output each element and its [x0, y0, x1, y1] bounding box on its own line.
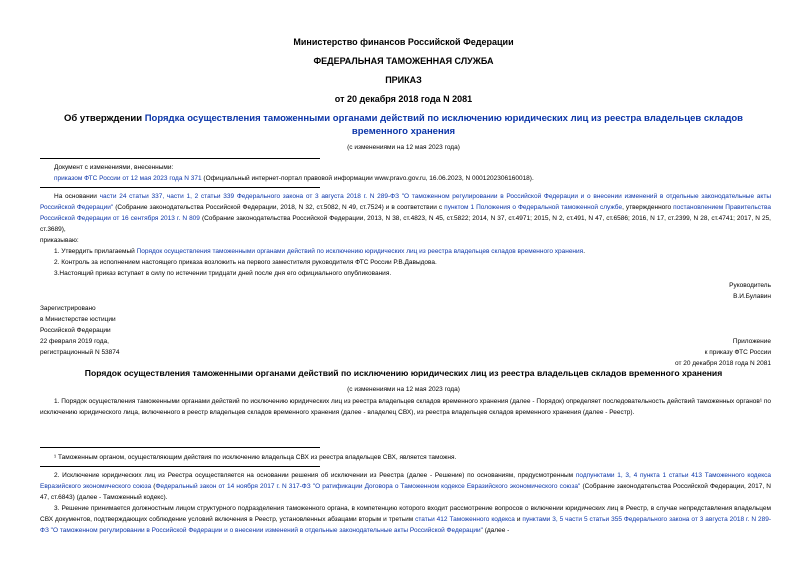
document-title — [0, 112, 807, 138]
registration-line: 22 февраля 2019 года, — [40, 338, 109, 345]
preamble-link-decree[interactable]: постановлением Правительства Российской Федерации от 16 сентября 2013 г. N 809 — [40, 204, 771, 222]
paragraph-text: 2. Исключение юридических лиц из Реестра осуществляется на основании решения об исключении из Реестра (далее - Решение) по основаниям, предусмотренным — [54, 472, 576, 479]
preamble-order-word: приказываю: — [40, 237, 79, 244]
footnote-divider — [40, 447, 320, 448]
changes-divider-bottom — [40, 187, 320, 188]
changes-source: (Официальный интернет-портал правовой информации www.pravo.gov.ru, 16.06.2023, N 0001202306160018). — [201, 175, 534, 182]
signature-role: Руководитель — [729, 282, 771, 289]
p3-link-law[interactable]: пунктами 3, 5 части 5 статьи 355 Федерального закона от 3 августа 2018 г. N 289-ФЗ "О таможенном регулировании в Российской Федерации и о внесении изменений в отдельные законодательные акты Российской Федерации" — [40, 516, 771, 534]
p2-link-code[interactable]: подпунктами 1, 3, 4 пункта 1 статьи 413 Таможенного кодекса Евразийского экономического союза — [40, 472, 771, 490]
document-type: ПРИКАЗ — [385, 75, 422, 85]
changes-divider — [40, 158, 320, 159]
preamble-text: (Собрание законодательства Российской Федерации, 2018, N 32, ст.5082, N 49, ст.7524) и в соответствии с — [113, 204, 445, 211]
title-prefix: Об утверждении — [63, 113, 145, 124]
signature-name: В.И.Булавин — [733, 293, 771, 300]
paragraph-text: 3. Решение принимается должностным лицом структурного подразделения таможенного органа, в компетенцию которого входит рассмотрение вопросов о включении юридических лиц в Реестр, в случае непредставления владельцем СВХ документов, подтверждающих соблюдение условий включения в Реестр, установленных абзацами вторым и третьим — [40, 505, 771, 523]
title-link[interactable]: Порядка осуществления таможенными органами действий по исключению юридических лиц из реестра владельцев складов временного хранения — [144, 113, 744, 137]
paragraph-text: и — [514, 516, 523, 523]
paragraph-text: ( — [151, 483, 156, 490]
procedure-paragraph-3 — [40, 503, 771, 536]
procedure-title: Порядок осуществления таможенными органами действий по исключению юридических лиц из реестра владельцев складов временного хранения — [84, 368, 723, 378]
ministry-name: Министерство финансов Российской Федерации — [293, 37, 514, 47]
appendix-line: Приложение — [732, 338, 771, 345]
registration-line: Российской Федерации — [40, 327, 111, 334]
order-item-1-link[interactable]: Порядок осуществления таможенными органами действий по исключению юридических лиц из реестра владельцев складов временного хранения — [136, 248, 584, 255]
p3-link-article[interactable]: статьи 412 Таможенного кодекса — [415, 516, 515, 523]
preamble-link-regulation[interactable]: пунктом 1 Положения о Федеральной таможенной службе — [444, 204, 623, 211]
order-item-text: 1. Утвердить прилагаемый — [54, 248, 137, 255]
paragraph-text: (Собрание законодательства Российской Федерации, 2017, N 47, ст.6843) (далее - Таможенный кодекс). — [40, 483, 771, 501]
changes-line — [54, 173, 534, 184]
changes-link[interactable]: приказом ФТС России от 12 мая 2023 года N 371 — [54, 175, 202, 182]
procedure-paragraph-2 — [40, 470, 771, 503]
preamble-paragraph — [40, 191, 771, 235]
procedure-revision: (с изменениями на 12 мая 2023 года) — [347, 386, 460, 393]
order-item-text: . — [583, 248, 585, 255]
paragraph-text: (далее - — [482, 527, 510, 534]
preamble-text: На основании — [54, 193, 100, 200]
preamble-text: , утвержденного — [622, 204, 674, 211]
order-item-1 — [54, 246, 585, 257]
preamble-link-law[interactable]: части 24 статьи 337, части 1, 2 статьи 339 Федерального закона от 3 августа 2018 г. N 289-ФЗ "О таможенном регулировании в Российской Федерации и о внесении изменений в отдельные законодательные акты Российской Федерации" — [40, 193, 771, 211]
service-name: ФЕДЕРАЛЬНАЯ ТАМОЖЕННАЯ СЛУЖБА — [313, 56, 494, 66]
document-date-number: от 20 декабря 2018 года N 2081 — [334, 94, 473, 104]
footnote: ¹ Таможенным органом, осуществляющим действия по исключению владельца СВХ из реестра владельцев СВХ, является таможня. — [54, 454, 457, 461]
title-revision: (с изменениями на 12 мая 2023 года) — [347, 144, 460, 151]
order-item-3: 3.Настоящий приказ вступает в силу по истечении тридцати дней после дня его официального опубликования. — [54, 270, 392, 277]
registration-line: Зарегистрировано — [40, 305, 96, 312]
appendix-line: к приказу ФТС России — [704, 349, 771, 356]
changes-intro: Документ с изменениями, внесенными: — [54, 164, 174, 171]
footnote-divider-bottom — [40, 466, 320, 467]
preamble-text: (Собрание законодательства Российской Федерации, 2013, N 38, ст.4823, N 45, ст.5822; 2014, N 37, ст.4971; 2015, N 2, ст.491, N 47, ст.6586; 2016, N 17, ст.2399, N 28, ст.4741; 2017, N 25, ст.3689), — [40, 215, 771, 233]
registration-line: регистрационный N 53874 — [40, 349, 120, 356]
order-item-2: 2. Контроль за исполнением настоящего приказа возложить на первого заместителя руководителя ФТС России Р.В.Давыдова. — [54, 259, 437, 266]
p2-link-ratification[interactable]: Федеральный закон от 14 ноября 2017 г. N 317-ФЗ "О ратификации Договора о Таможенном кодексе Евразийского экономического союза" — [155, 483, 581, 490]
procedure-paragraph-1: 1. Порядок осуществления таможенными органами действий по исключению юридических лиц из реестра владельцев складов временного хранения (далее - Порядок) определяет последовательность действий таможенных органов¹ по исключению юридического лица, включенного в реестр владельцев складов временного хранения (далее - владелец СВХ), из реестра владельцев складов временного хранения (далее - Реестр). — [40, 398, 771, 416]
registration-line: в Министерстве юстиции — [40, 316, 116, 323]
appendix-line: от 20 декабря 2018 года N 2081 — [674, 360, 771, 367]
